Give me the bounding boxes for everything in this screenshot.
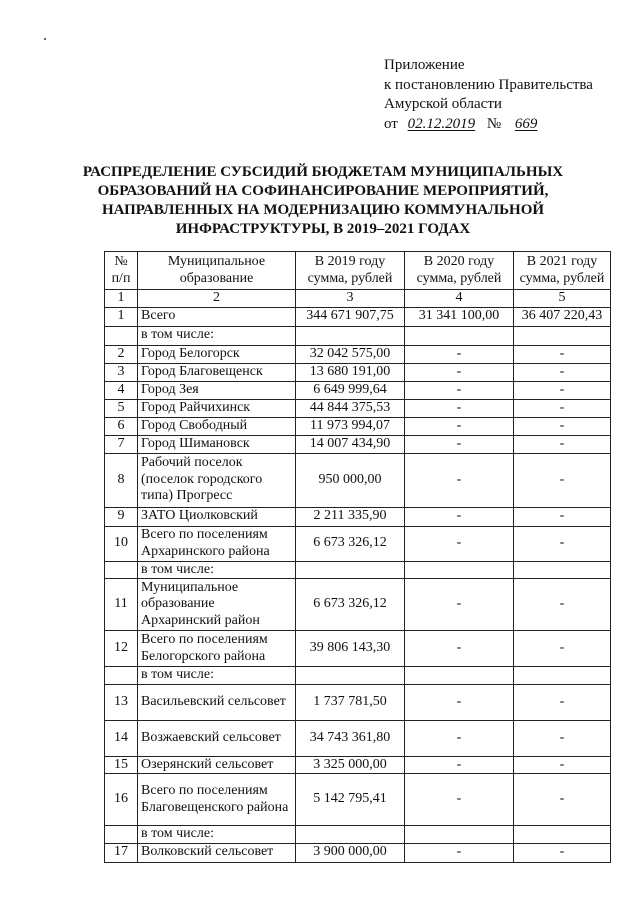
row-number: 4 [105, 381, 138, 399]
title-line: НАПРАВЛЕННЫХ НА МОДЕРНИЗАЦИЮ КОММУНАЛЬНОЙ [101, 202, 545, 218]
row-name: Васильевский сельсовет [138, 684, 296, 720]
row-number: 3 [105, 363, 138, 381]
value-2020: - [405, 631, 514, 667]
value-2019: 6 673 326,12 [296, 526, 405, 561]
row-name: в том числе: [138, 826, 296, 844]
row-number [105, 326, 138, 345]
value-2019: 14 007 434,90 [296, 435, 405, 453]
row-name: в том числе: [138, 326, 296, 345]
table-row [105, 720, 611, 756]
header-num: № п/п [105, 252, 138, 290]
table-header-row [105, 252, 611, 290]
row-name: Город Райчихинск [138, 399, 296, 417]
number-sign: № [486, 115, 502, 132]
value-2021: - [514, 579, 611, 631]
value-2020: - [405, 720, 514, 756]
value-2021: - [514, 720, 611, 756]
value-2020: - [405, 363, 514, 381]
table-row [105, 756, 611, 774]
appendix-line: Амурской области [384, 96, 502, 112]
value-2021: - [514, 526, 611, 561]
value-2021: - [514, 417, 611, 435]
title-line: ОБРАЗОВАНИЙ НА СОФИНАНСИРОВАНИЕ МЕРОПРИЯТИЙ, [97, 183, 549, 199]
column-number: 5 [514, 290, 611, 308]
table-row [105, 826, 611, 844]
table-row [105, 381, 611, 399]
value-2020 [405, 826, 514, 844]
table-row [105, 579, 611, 631]
appendix-line: к постановлению Правительства [384, 76, 593, 93]
value-2020: - [405, 381, 514, 399]
row-name: Всего по поселениям Белогорского района [138, 631, 296, 667]
row-name: Город Белогорск [138, 345, 296, 363]
value-2019: 39 806 143,30 [296, 631, 405, 667]
row-number: 6 [105, 417, 138, 435]
value-2021: - [514, 381, 611, 399]
header-2019: В 2019 году сумма, рублей [296, 252, 405, 290]
table-row [105, 417, 611, 435]
column-number: 3 [296, 290, 405, 308]
value-2019: 44 844 375,53 [296, 399, 405, 417]
row-number: 1 [105, 307, 138, 326]
table-row [105, 399, 611, 417]
table-row [105, 667, 611, 685]
value-2021: - [514, 631, 611, 667]
row-name: Город Шимановск [138, 435, 296, 453]
table-row [105, 345, 611, 363]
value-2019 [296, 667, 405, 685]
value-2021: - [514, 435, 611, 453]
value-2020: - [405, 345, 514, 363]
scan-speck [44, 38, 46, 40]
value-2020: 31 341 100,00 [405, 307, 514, 326]
value-2019: 11 973 994,07 [296, 417, 405, 435]
value-2020: - [405, 579, 514, 631]
header-2021: В 2021 году сумма, рублей [514, 252, 611, 290]
value-2020 [405, 667, 514, 685]
value-2020: - [405, 453, 514, 507]
value-2021 [514, 561, 611, 579]
value-2021: - [514, 453, 611, 507]
value-2020: - [405, 507, 514, 526]
row-name: Всего [138, 307, 296, 326]
row-name: Всего по поселениям Благовещенского района [138, 774, 296, 826]
value-2019 [296, 326, 405, 345]
value-2021: - [514, 363, 611, 381]
value-2019: 13 680 191,00 [296, 363, 405, 381]
row-number: 16 [105, 774, 138, 826]
value-2020: - [405, 756, 514, 774]
title-line: ИНФРАСТРУКТУРЫ, В 2019–2021 ГОДАХ [175, 221, 471, 237]
value-2019: 32 042 575,00 [296, 345, 405, 363]
row-name: Возжаевский сельсовет [138, 720, 296, 756]
value-2021: - [514, 399, 611, 417]
value-2019: 5 142 795,41 [296, 774, 405, 826]
table-row [105, 307, 611, 326]
appendix-line: Приложение [384, 57, 465, 73]
header-2020: В 2020 году сумма, рублей [405, 252, 514, 290]
value-2020: - [405, 774, 514, 826]
value-2020 [405, 561, 514, 579]
row-number: 5 [105, 399, 138, 417]
value-2021: - [514, 756, 611, 774]
value-2020 [405, 326, 514, 345]
table-row [105, 507, 611, 526]
row-name: в том числе: [138, 561, 296, 579]
document-title [80, 163, 566, 239]
value-2020: - [405, 435, 514, 453]
table-row [105, 684, 611, 720]
row-name: Город Зея [138, 381, 296, 399]
value-2019: 2 211 335,90 [296, 507, 405, 526]
row-number: 2 [105, 345, 138, 363]
row-number: 11 [105, 579, 138, 631]
row-number: 15 [105, 756, 138, 774]
value-2020: - [405, 684, 514, 720]
value-2021: - [514, 774, 611, 826]
table-row [105, 843, 611, 862]
value-2019: 6 649 999,64 [296, 381, 405, 399]
value-2019: 3 900 000,00 [296, 843, 405, 862]
value-2019: 950 000,00 [296, 453, 405, 507]
value-2019 [296, 561, 405, 579]
row-number: 10 [105, 526, 138, 561]
value-2019: 1 737 781,50 [296, 684, 405, 720]
handwritten-number: 669 [514, 115, 538, 132]
row-number: 17 [105, 843, 138, 862]
row-name: Волковский сельсовет [138, 843, 296, 862]
table-row [105, 326, 611, 345]
row-name: ЗАТО Циолковский [138, 507, 296, 526]
subsidy-table [104, 251, 611, 863]
value-2021 [514, 667, 611, 685]
table-row [105, 526, 611, 561]
value-2021 [514, 826, 611, 844]
table-row [105, 774, 611, 826]
column-number: 4 [405, 290, 514, 308]
row-number: 7 [105, 435, 138, 453]
row-name: в том числе: [138, 667, 296, 685]
row-name: Рабочий поселок (поселок городского типа) Прогресс [138, 453, 296, 507]
value-2021: 36 407 220,43 [514, 307, 611, 326]
value-2019: 34 743 361,80 [296, 720, 405, 756]
table-row [105, 435, 611, 453]
row-name: Всего по поселениям Архаринского района [138, 526, 296, 561]
header-name: Муниципальное образование [138, 252, 296, 290]
value-2020: - [405, 526, 514, 561]
table-row [105, 453, 611, 507]
row-number: 14 [105, 720, 138, 756]
value-2020: - [405, 417, 514, 435]
row-number [105, 561, 138, 579]
row-number: 9 [105, 507, 138, 526]
row-number: 8 [105, 453, 138, 507]
row-name: Город Благовещенск [138, 363, 296, 381]
row-name: Город Свободный [138, 417, 296, 435]
appendix-date-line [384, 115, 593, 135]
column-number-row [105, 290, 611, 308]
value-2021: - [514, 507, 611, 526]
value-2019 [296, 826, 405, 844]
column-number: 2 [138, 290, 296, 308]
value-2021: - [514, 345, 611, 363]
title-line: РАСПРЕДЕЛЕНИЕ СУБСИДИЙ БЮДЖЕТАМ МУНИЦИПАЛЬНЫХ [82, 164, 564, 180]
value-2019: 6 673 326,12 [296, 579, 405, 631]
table-row [105, 631, 611, 667]
appendix-block [384, 56, 593, 134]
value-2020: - [405, 843, 514, 862]
value-2019: 344 671 907,75 [296, 307, 405, 326]
date-prefix: от [384, 115, 398, 132]
value-2019: 3 325 000,00 [296, 756, 405, 774]
row-number [105, 826, 138, 844]
row-name: Муниципальное образование Архаринский район [138, 579, 296, 631]
table-row [105, 363, 611, 381]
row-number [105, 667, 138, 685]
row-name: Озерянский сельсовет [138, 756, 296, 774]
row-number: 12 [105, 631, 138, 667]
value-2020: - [405, 399, 514, 417]
value-2021 [514, 326, 611, 345]
table-row [105, 561, 611, 579]
handwritten-date: 02.12.2019 [407, 115, 476, 132]
value-2021: - [514, 684, 611, 720]
row-number: 13 [105, 684, 138, 720]
value-2021: - [514, 843, 611, 862]
column-number: 1 [105, 290, 138, 308]
